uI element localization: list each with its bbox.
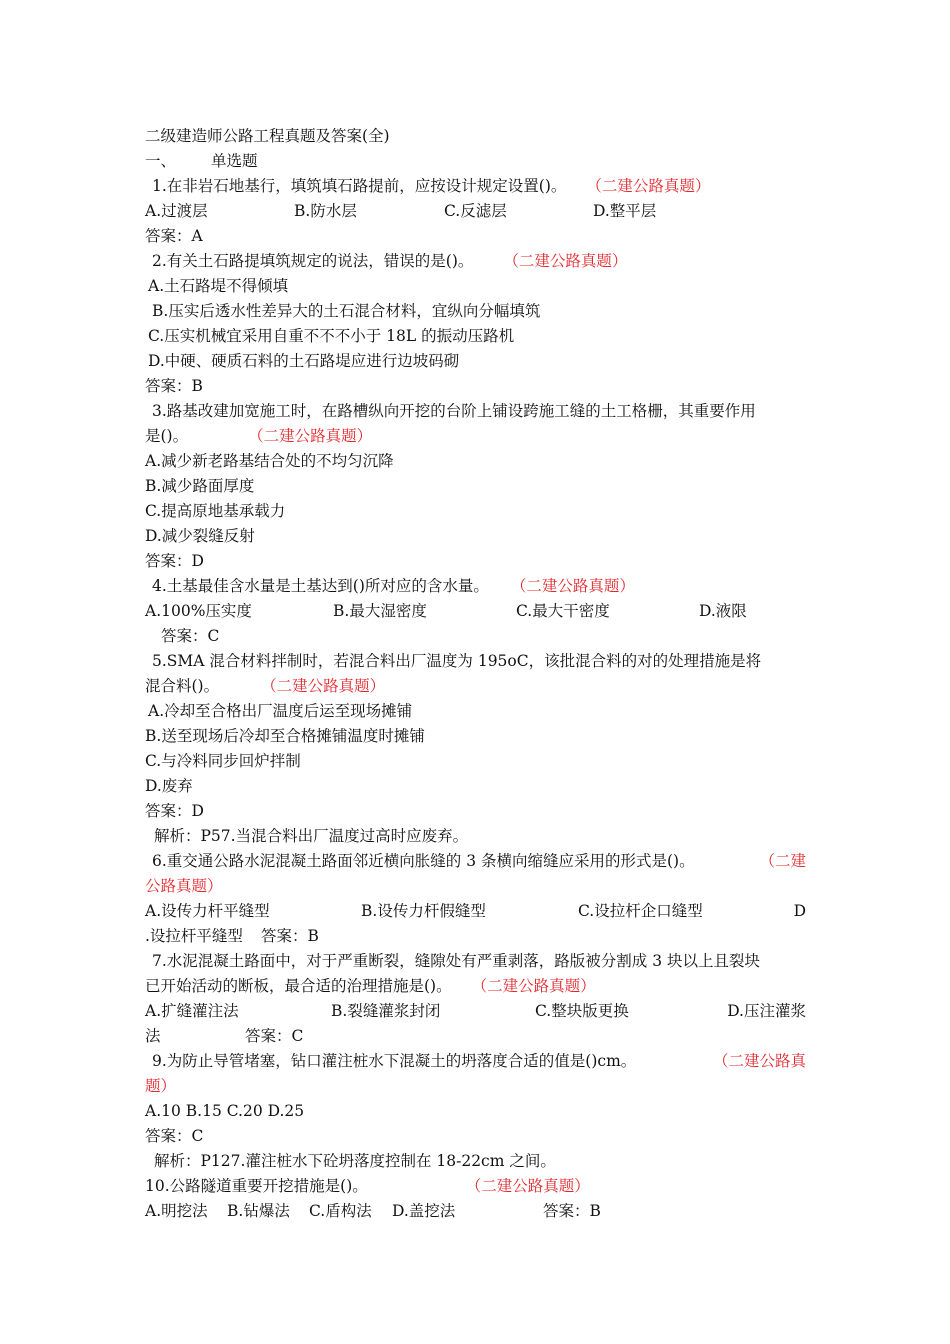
q4-option-a: A.100%压实度	[145, 602, 252, 620]
q10-option-c: C.盾构法	[309, 1202, 372, 1220]
section-name: 单选题	[211, 152, 258, 170]
q6-option-a: A.设传力杆平缝型	[145, 902, 270, 920]
q7-option-d: D.压注灌浆	[727, 1002, 806, 1020]
q7-stem-line2: 已开始活动的断板，最合适的治理措施是()。 （二建公路真题）	[145, 977, 596, 995]
q5-option-d: D.废弃	[145, 777, 193, 795]
q5-answer: 答案：D	[145, 802, 204, 820]
q4-stem: 4.土基最佳含水量是土基达到()所对应的含水量。 （二建公路真题）	[152, 577, 635, 595]
q1-source-tag: （二建公路真题）	[586, 177, 711, 195]
q6-source-tag-a: （二建	[759, 852, 806, 870]
q4-option-d: D.液限	[699, 602, 747, 620]
q3-answer: 答案：D	[145, 552, 204, 570]
q9-analysis: 解析：P127.灌注桩水下砼坍落度控制在 18-22cm 之间。	[154, 1152, 556, 1170]
q4-answer: 答案：C	[161, 627, 220, 645]
q4-option-b: B.最大湿密度	[333, 602, 427, 620]
q2-option-c: C.压实机械宜采用自重不不不小于 18L 的振动压路机	[148, 327, 515, 345]
q10-option-b: B.钻爆法	[227, 1202, 290, 1220]
q5-stem-line2: 混合料()。 （二建公路真题）	[145, 677, 386, 695]
q9-options: A.10 B.15 C.20 D.25	[145, 1102, 305, 1120]
q7-stem-line1: 7.水泥混凝土路面中，对于严重断裂，缝隙处有严重剥落，路版被分割成 3 块以上且裂块	[152, 952, 761, 970]
q10-source-tag: （二建公路真题）	[465, 1177, 590, 1195]
q9-stem: 9.为防止导管堵塞，钻口灌注桩水下混凝土的坍落度合适的值是()cm。	[152, 1052, 637, 1070]
q1-answer: 答案：A	[145, 227, 203, 245]
q9-source-tag-b: 题）	[145, 1077, 177, 1095]
q7-option-c: C.整块版更换	[535, 1002, 629, 1020]
q2-source-tag: （二建公路真题）	[503, 252, 628, 270]
q5-stem-line1: 5.SMA 混合材料拌制时，若混合料出厂温度为 195oC，该批混合料的对的处理措施是将	[152, 652, 762, 670]
q6-option-d-letter: D	[793, 902, 806, 920]
q3-stem-line2: 是()。 （二建公路真题）	[145, 427, 373, 445]
q2-option-d: D.中硬、硬质石料的土石路堤应进行边坡码砌	[148, 352, 460, 370]
doc-title: 二级建造师公路工程真题及答案(全)	[145, 127, 390, 145]
q2-stem: 2.有关土石路提填筑规定的说法，错误的是()。 （二建公路真题）	[152, 252, 628, 270]
q3-stem-line1: 3.路基改建加宽施工时，在路槽纵向开挖的台阶上铺设跨施工缝的土工格栅，其重要作用	[152, 402, 756, 420]
section-number: 一、	[145, 152, 177, 170]
q7-source-tag: （二建公路真题）	[471, 977, 596, 995]
section-heading	[145, 151, 258, 171]
q9-source-tag-a: （二建公路真	[712, 1052, 806, 1070]
q6-source-tag-b: 公路真题）	[145, 877, 223, 895]
q1-option-c: C.反滤层	[444, 202, 507, 220]
q2-answer: 答案：B	[145, 377, 203, 395]
q1-option-d: D.整平层	[593, 202, 657, 220]
q3-option-b: B.减少路面厚度	[145, 477, 255, 495]
q6-option-b: B.设传力杆假缝型	[361, 902, 486, 920]
q10-answer: 答案：B	[543, 1202, 601, 1220]
q10-stem: 10.公路隧道重要开挖措施是()。 （二建公路真题）	[145, 1177, 590, 1195]
q5-option-c: C.与冷料同步回炉拌制	[145, 752, 301, 770]
q3-option-d: D.减少裂缝反射	[145, 527, 255, 545]
q10-option-a: A.明挖法	[145, 1202, 208, 1220]
q1-option-a: A.过渡层	[145, 202, 208, 220]
q1-option-b: B.防水层	[294, 202, 357, 220]
q4-source-tag: （二建公路真题）	[510, 577, 635, 595]
q2-option-a: A.土石路堤不得倾填	[148, 277, 289, 295]
q9-answer: 答案：C	[145, 1127, 204, 1145]
q6-answer: 答案：B	[260, 927, 319, 945]
q2-option-b: B.压实后透水性差异大的土石混合材料，宜纵向分幅填筑	[152, 302, 541, 320]
q5-source-tag: （二建公路真题）	[261, 677, 386, 695]
q10-option-d: D.盖挖法	[392, 1202, 456, 1220]
q4-option-c: C.最大干密度	[516, 602, 610, 620]
q3-option-a: A.减少新老路基结合处的不均匀沉降	[145, 452, 394, 470]
q7-option-b: B.裂缝灌浆封闭	[331, 1002, 441, 1020]
q5-option-a: A.冷却至合格出厂温度后运至现场摊铺	[148, 702, 413, 720]
q6-stem: 6.重交通公路水泥混凝土路面邻近横向胀缝的 3 条横向缩缝应采用的形式是()。	[152, 852, 695, 870]
q6-option-d-text: .设拉杆平缝型 答案：B	[145, 927, 319, 945]
q7-answer: 答案：C	[245, 1027, 304, 1045]
q3-source-tag: （二建公路真题）	[248, 427, 373, 445]
q6-option-c: C.设拉杆企口缝型	[578, 902, 703, 920]
q7-option-a: A.扩缝灌注法	[145, 1002, 239, 1020]
q1-stem: 1.在非岩石地基行，填筑填石路提前，应按设计规定设置()。 （二建公路真题）	[152, 177, 711, 195]
q7-option-d-cont: 法	[145, 1027, 161, 1045]
q5-analysis: 解析：P57.当混合料出厂温度过高时应废弃。	[154, 827, 469, 845]
q3-option-c: C.提高原地基承载力	[145, 502, 286, 520]
q5-option-b: B.送至现场后冷却至合格摊铺温度时摊铺	[145, 727, 425, 745]
